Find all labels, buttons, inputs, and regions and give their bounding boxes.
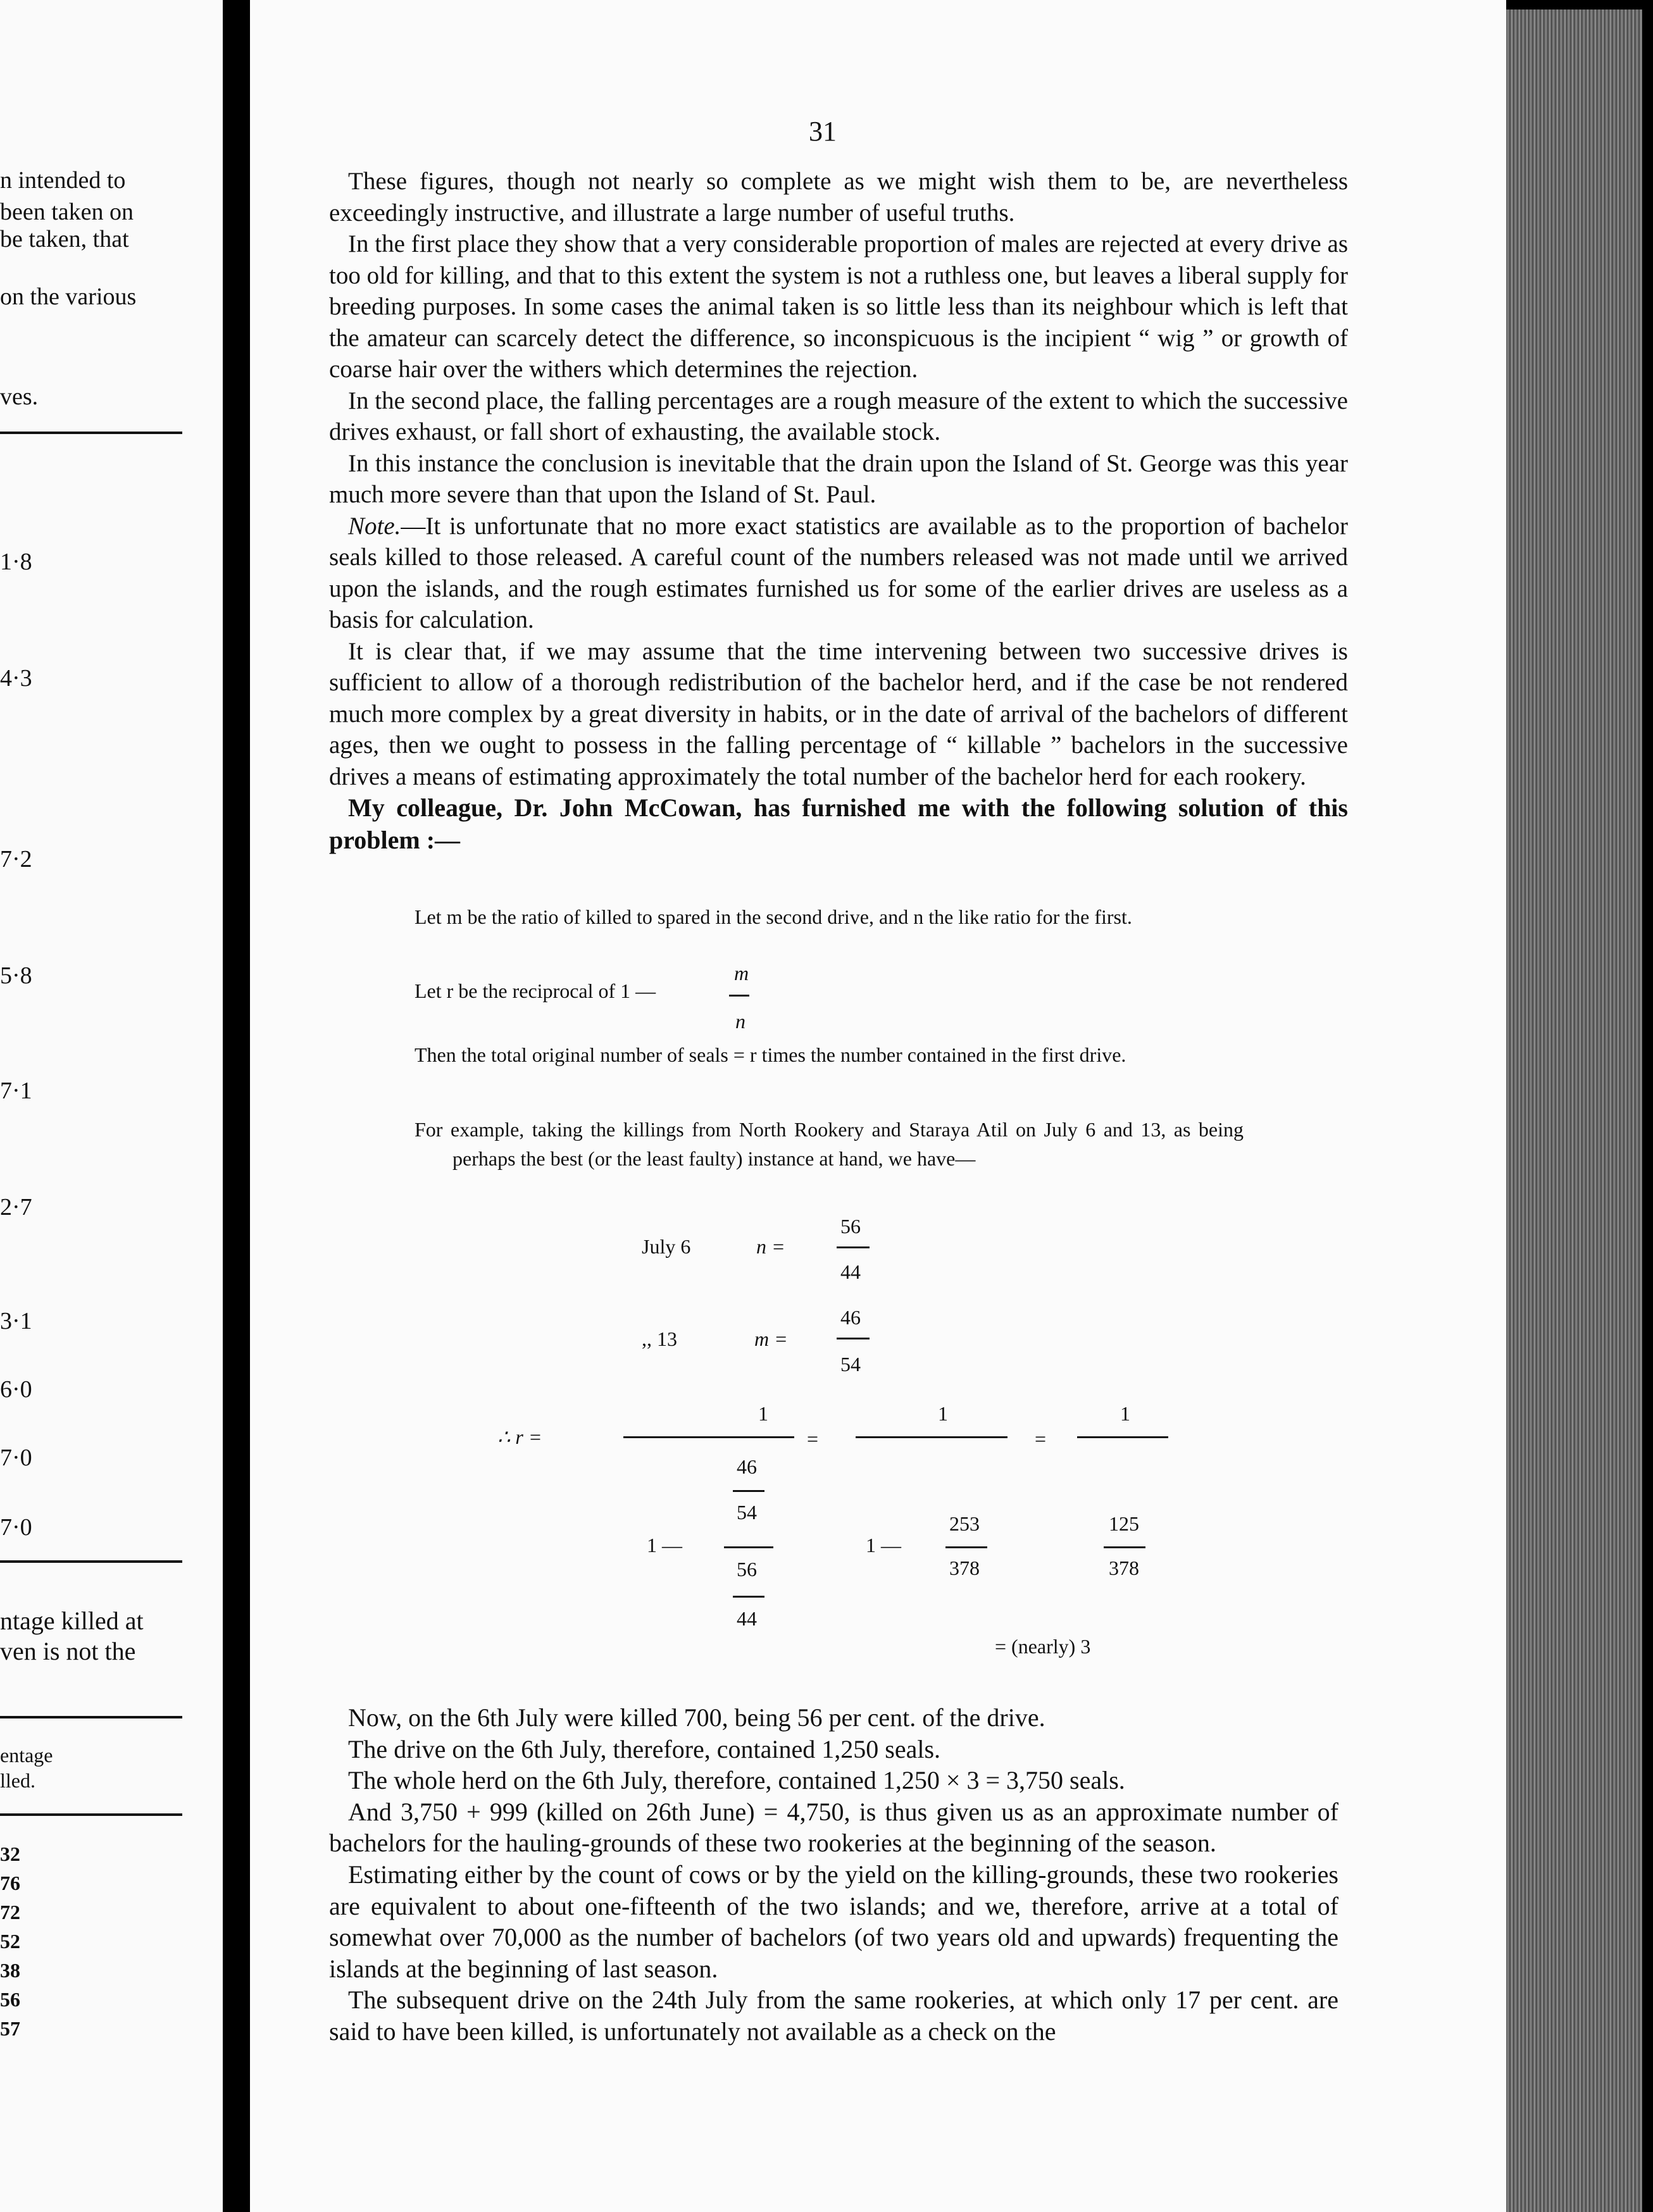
note-paragraph (329, 511, 1348, 636)
fraction-bar (945, 1546, 987, 1548)
f3-numerator: 125 (1109, 1512, 1139, 1535)
body-text-upper (329, 166, 1348, 857)
left-table-value: 38 (0, 1959, 20, 1982)
big-fraction-numerator: 1 (758, 1402, 768, 1425)
n-denominator: 44 (840, 1260, 861, 1283)
july13-label: ,, 13 (642, 1327, 677, 1350)
left-rule (0, 432, 182, 434)
paragraph: The drive on the 6th July, therefore, contained 1,250 seals. (348, 1734, 941, 1763)
paragraph: In this instance the conclusion is inevitable that the drain upon the Island of St. George was this year much more severe than that upon the Island of St. Paul. (329, 449, 1348, 509)
inner-m-num: 46 (737, 1455, 757, 1478)
fraction-bar (837, 1338, 870, 1339)
left-value: 7·0 (0, 1445, 32, 1471)
left-table-head: entage (0, 1744, 53, 1767)
solution-line-3: Then the total original number of seals = r times the number contained in the first drive. (415, 1043, 1126, 1066)
left-value: 2·7 (0, 1194, 32, 1221)
main-fraction-bar (623, 1436, 794, 1438)
paragraph: My colleague, Dr. John McCowan, has furnished me with the following solution of this problem :— (329, 793, 1348, 855)
solution-line-4: For example, taking the killings from North Rookery and Staraya Atil on July 6 and 13, as being perhaps the best (or the least faulty) instance at hand, we have— (415, 1118, 1244, 1171)
paragraph: These figures, though not nearly so complete as we might wish them to be, are nevertheless exceedingly instructive, and illustrate a large number of useful truths. (329, 168, 1348, 227)
left-text-line: n intended to (0, 167, 126, 194)
fraction-m: m (734, 962, 749, 985)
left-table-value: 32 (0, 1842, 20, 1865)
inner-n-den: 44 (737, 1607, 757, 1630)
note-label: Note. (348, 512, 401, 540)
page-edge-texture (1506, 9, 1642, 2212)
left-value: 7·0 (0, 1514, 32, 1541)
left-page (0, 0, 223, 2212)
paragraph: It is clear that, if we may assume that the time intervening between two successive drives is sufficient to allow of a thorough redistribution of the bachelor herd, and if the case be not rendered much more complex by a great diversity in habits, or in the date of arrival of the bachelors of different ages, then we ought to possess in the falling percentage of “ killable ” bachelors in the successive drives a means of estimating approximately the total number of the bachelor herd for each rookery. (329, 637, 1348, 790)
third-fraction-numerator: 1 (1120, 1402, 1130, 1425)
left-table-value: 72 (0, 1901, 20, 1923)
paragraph: The subsequent drive on the 24th July from the same rookeries, at which only 17 per cent. are said to have been killed, is unfortunately not available as a check on the (329, 1985, 1338, 2046)
left-table-head: lled. (0, 1769, 35, 1792)
one-minus: 1 — (647, 1534, 682, 1556)
left-text-line: been taken on (0, 199, 134, 225)
left-table-value: 76 (0, 1872, 20, 1894)
july6-label: July 6 (642, 1235, 691, 1258)
left-rule (0, 1716, 182, 1718)
m-numerator: 46 (840, 1306, 861, 1329)
left-rule (0, 1560, 182, 1563)
third-fraction-bar (1077, 1436, 1168, 1438)
nearly-three: = (nearly) 3 (995, 1635, 1091, 1658)
second-fraction-numerator: 1 (938, 1402, 948, 1425)
paragraph: The whole herd on the 6th July, therefore, contained 1,250 × 3 = 3,750 seals. (348, 1766, 1125, 1795)
n-equals: n = (756, 1235, 785, 1258)
n-numerator: 56 (840, 1215, 861, 1238)
equals-sign: = (1035, 1427, 1047, 1450)
page-number: 31 (809, 116, 837, 147)
equals-sign: = (807, 1427, 819, 1450)
one-minus-2: 1 — (866, 1534, 901, 1556)
left-text-line: ves. (0, 383, 39, 410)
solution-line-2: Let r be the reciprocal of 1 — (415, 979, 656, 1002)
note-text: —It is unfortunate that no more exact statistics are available as to the proportion of bachelor seals killed to those released. A careful count of the numbers released was not made until we arrived upon the islands, and the rough estimates furnished us for some of the earlier drives are useless as a basis for calculation. (329, 512, 1348, 634)
fraction-bar (729, 995, 749, 997)
left-value: 5·8 (0, 962, 32, 989)
solution-line-1: Let m be the ratio of killed to spared in the second drive, and n the like ratio for the first. (415, 905, 1132, 928)
left-rule (0, 1813, 182, 1816)
paragraph: Estimating either by the count of cows or by the yield on the killing-grounds, these two rookeries are equivalent to about one-fifteenth of the two islands; and we, therefore, arrive at a total of somewhat over 70,000 as the number of bachelors (of two years old and upwards) frequenting the islands at the beginning of last season. (329, 1860, 1338, 1983)
fraction-n: n (735, 1010, 745, 1033)
paragraph: Now, on the 6th July were killed 700, being 56 per cent. of the drive. (348, 1703, 1045, 1732)
inner-m-den: 54 (737, 1501, 757, 1524)
paragraph: And 3,750 + 999 (killed on 26th June) = 4,750, is thus given us as an approximate number of bachelors for the hauling-grounds of these two rookeries at the beginning of the season. (329, 1797, 1338, 1858)
left-value: 7·2 (0, 846, 32, 873)
fraction-bar (733, 1490, 764, 1492)
f3-denominator: 378 (1109, 1556, 1139, 1579)
paragraph: In the first place they show that a very considerable proportion of males are rejected at every drive as too old for killing, and that to this extent the system is not a ruthless one, but leaves a liberal supply for breeding purposes. In some cases the animal taken is so little less than its neighbour which is left that the amateur can scarcely detect the difference, so inconspicuous is the incipient “ wig ” or growth of coarse hair over the withers which determines the rejection. (329, 230, 1348, 383)
m-equals: m = (754, 1327, 788, 1350)
left-text-line: be taken, that (0, 226, 129, 252)
fraction-bar (733, 1596, 764, 1598)
fraction-bar (1104, 1546, 1145, 1548)
inner-n-num: 56 (737, 1558, 757, 1581)
left-text-line: ntage killed at (0, 1606, 144, 1635)
left-table-value: 56 (0, 1988, 20, 2011)
left-value: 3·1 (0, 1308, 32, 1334)
left-table-value: 52 (0, 1930, 20, 1953)
left-text-line: ven is not the (0, 1637, 136, 1665)
left-value: 6·0 (0, 1376, 32, 1403)
left-value: 4·3 (0, 665, 32, 692)
left-value: 7·1 (0, 1078, 32, 1104)
body-text-lower (329, 1702, 1338, 2047)
m-denominator: 54 (840, 1353, 861, 1376)
f2-denominator: 378 (949, 1556, 980, 1579)
left-text-line: on the various (0, 283, 137, 310)
fraction-bar (837, 1246, 870, 1248)
second-fraction-bar (856, 1436, 1007, 1438)
paragraph: In the second place, the falling percentages are a rough measure of the extent to which the successive drives exhaust, or fall short of exhausting, the available stock. (329, 387, 1348, 446)
left-value: 1·8 (0, 549, 32, 575)
f2-numerator: 253 (949, 1512, 980, 1535)
left-table-value: 57 (0, 2017, 20, 2040)
fraction-bar (724, 1546, 773, 1548)
therefore-r: ∴ r = (497, 1426, 542, 1448)
